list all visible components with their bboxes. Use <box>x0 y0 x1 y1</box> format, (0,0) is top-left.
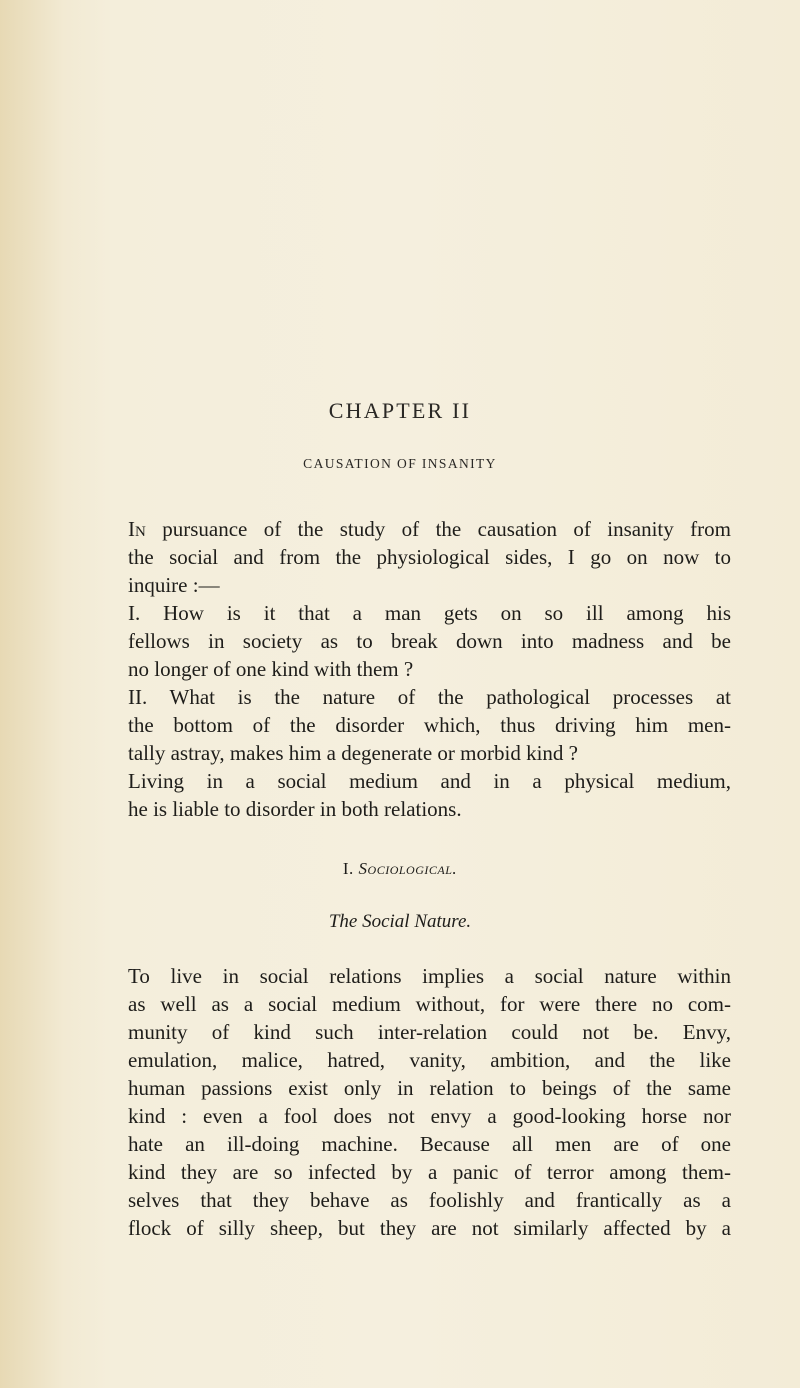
body-line-10: flock of silly sheep, but they are not similarly affected by a <box>128 1216 731 1240</box>
body-line-7: hate an ill-doing machine. Because all men are of one <box>128 1132 731 1156</box>
section-heading <box>0 859 800 879</box>
question-2-line-3: tally astray, makes him a degenerate or morbid kind ? <box>128 741 578 765</box>
chapter-subtitle: CAUSATION OF INSANITY <box>303 456 497 471</box>
section-title: Sociological. <box>358 859 458 878</box>
medium-line-1: Living in a social medium and in a physical medium, <box>128 769 731 793</box>
question-1-line-2: fellows in society as to break down into madness and be <box>128 629 731 653</box>
body-line-8: kind they are so infected by a panic of terror among them- <box>128 1160 731 1184</box>
body-line-9: selves that they behave as foolishly and frantically as a <box>128 1188 731 1212</box>
question-1-line-3: no longer of one kind with them ? <box>128 657 414 681</box>
intro-line-2: the social and from the physiological sides, I go on now to <box>128 545 731 569</box>
intro-line-3: inquire :— <box>128 573 220 597</box>
medium-line-2: he is liable to disorder in both relations. <box>128 797 462 821</box>
question-2-line-1: II. What is the nature of the pathological processes at <box>128 685 731 709</box>
body-line-1: To live in social relations implies a social nature within <box>128 964 731 988</box>
question-2-line-2: the bottom of the disorder which, thus driving him men- <box>128 713 731 737</box>
body-line-5: human passions exist only in relation to beings of the same <box>128 1076 731 1100</box>
body-line-4: emulation, malice, hatred, vanity, ambition, and the like <box>128 1048 731 1072</box>
body-line-2: as well as a social medium without, for were there no com- <box>128 992 731 1016</box>
body-line-6: kind : even a fool does not envy a good-looking horse nor <box>128 1104 731 1128</box>
intro-lead-word: In <box>128 517 146 541</box>
question-1-line-1: I. How is it that a man gets on so ill among his <box>128 601 731 625</box>
intro-line-1 <box>128 515 731 543</box>
body-line-3: munity of kind such inter-relation could not be. Envy, <box>128 1020 731 1044</box>
intro-line-1-text: pursuance of the study of the causation of insanity from <box>145 517 731 541</box>
section-number: I. <box>342 859 354 878</box>
subsection-heading: The Social Nature. <box>328 911 472 932</box>
chapter-title: CHAPTER II <box>328 398 472 423</box>
